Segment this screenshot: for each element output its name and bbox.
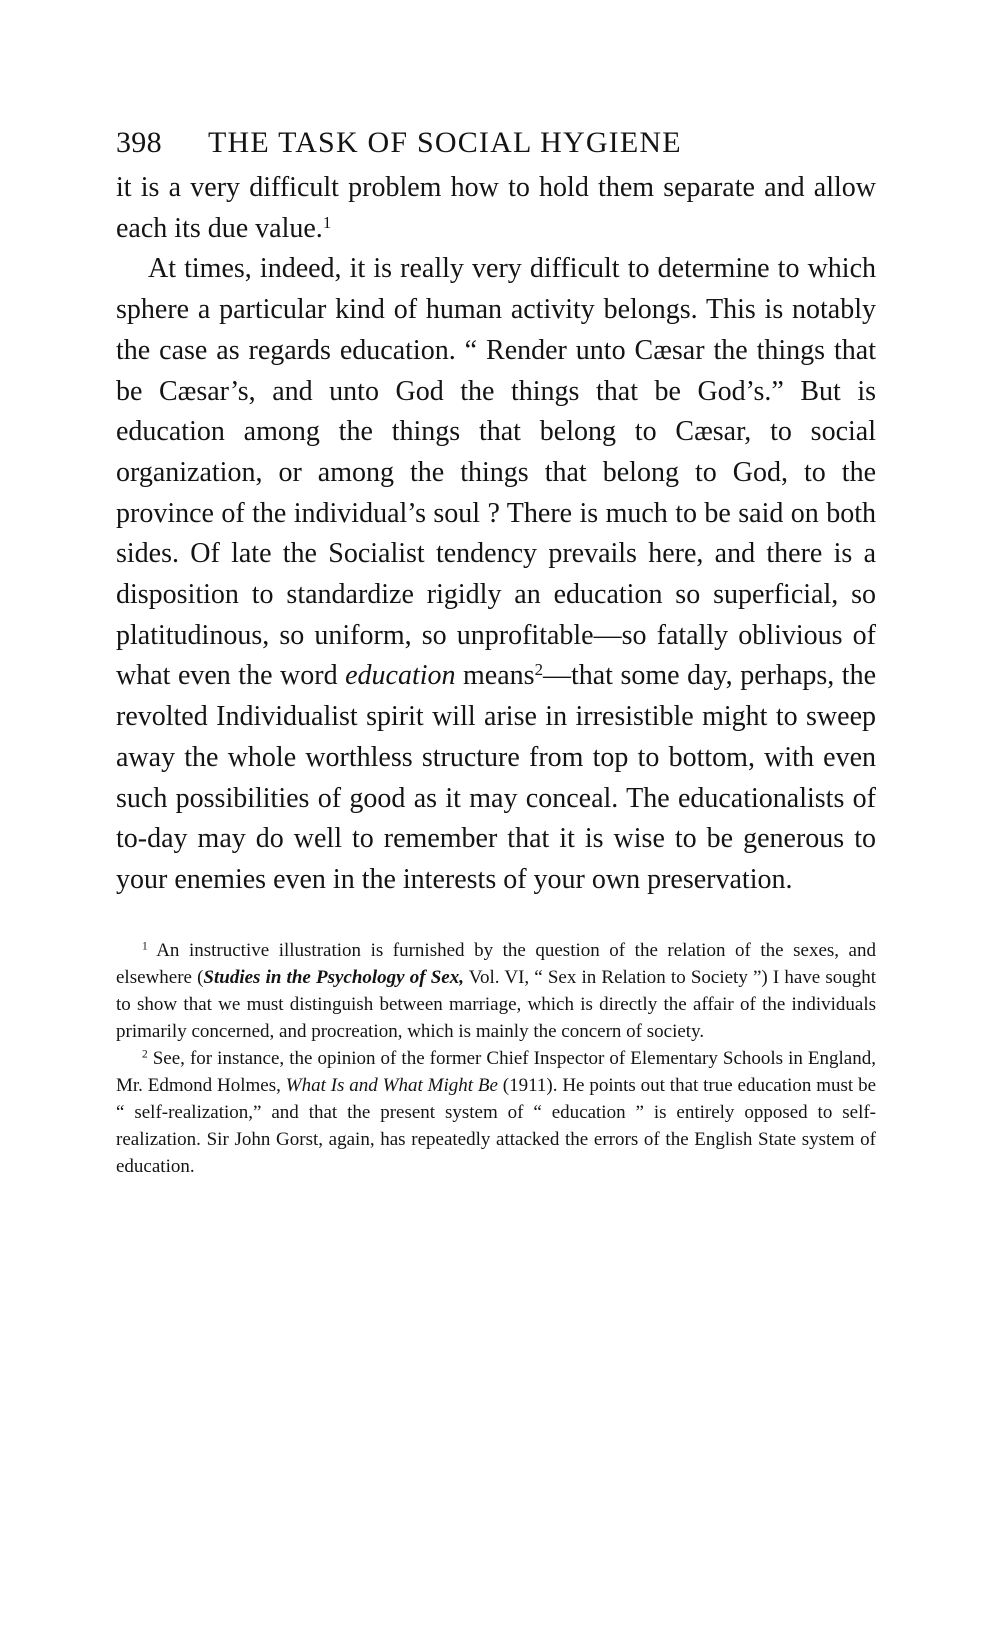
italic-word: education (345, 660, 456, 692)
running-head (116, 118, 876, 168)
footnote-italic: Studies in the Psychology of Sex, (203, 966, 464, 988)
footnote-text: (1911). He points out that true education must be “ self-realization,” and that the present system of “ education ” is entirely opposed to self-realization. Sir John Gorst, again, has repeatedly attacked the errors of the English State system of education. (116, 1074, 876, 1177)
running-title: THE TASK OF SOCIAL HYGIENE (208, 126, 682, 159)
paragraph-text: At times, indeed, it is really very difficult to determine to which sphere a particular kind of human activity belongs. This is notably the case as regards education. “ Render unto Cæsar the things that be Cæsar’s, and unto God the things that be God’s.” But is education among the things that belong to Cæsar, to social organization, or among the things that belong to God, to the province of the individual’s soul ? There is much to be said on both sides. Of late the Socialist tendency prevails here, and there is a disposition to standardize rigidly an education so superficial, so platitudinous, so uniform, so unprofitable—so fatally oblivious of what even the word (116, 253, 876, 692)
footnote-text: See, for instance, the opinion of the former Chief Inspector of Elementary Schools in England, Mr. Edmond Holmes, (116, 1047, 876, 1096)
book-page (116, 118, 876, 1180)
footnote-marker: 2 (142, 1048, 148, 1061)
paragraph (116, 249, 876, 900)
main-text (116, 168, 876, 901)
footnote-italic: What Is and What Might Be (285, 1074, 498, 1096)
paragraph-text: means (455, 660, 535, 692)
footnote-text: Vol. VI, “ Sex in Relation to Society ”) I have sought to show that we must distinguish between marriage, which is directly the affair of the individuals primarily concerned, and procreation, which is mainly the concern of society. (116, 966, 876, 1042)
footnote (116, 1045, 876, 1180)
footnotes (116, 937, 876, 1180)
footnote-marker: 1 (142, 940, 148, 953)
footnote-reference: 2 (534, 660, 543, 680)
paragraph-continuation (116, 168, 876, 249)
page-number: 398 (116, 126, 162, 159)
paragraph-text: it is a very difficult problem how to hold them separate and allow each its due value. (116, 172, 876, 244)
footnote (116, 937, 876, 1045)
footnote-text: An instructive illustration is furnished by the question of the relation of the sexes, and elsewhere ( (116, 939, 876, 988)
paragraph-text: —that some day, perhaps, the revolted Individualist spirit will arise in irresistible might to sweep away the whole worthless structure from top to bottom, with even such possibilities of good as it may conceal. The educationalists of to-day may do well to remember that it is wise to be generous to your enemies even in the interests of your own preservation. (116, 660, 876, 895)
footnote-reference: 1 (322, 212, 332, 232)
